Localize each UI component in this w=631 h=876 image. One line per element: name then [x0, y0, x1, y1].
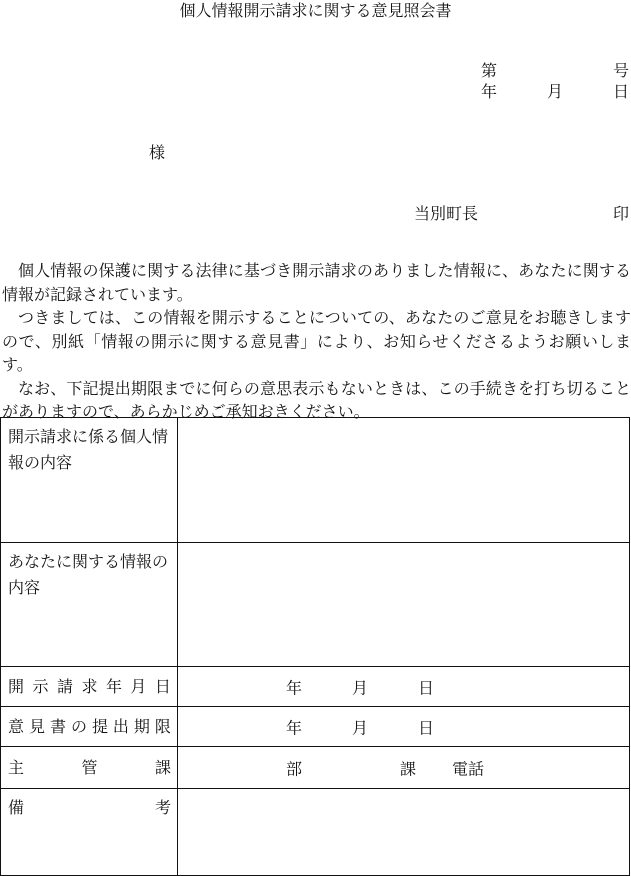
- label-submission-deadline-chars: [8, 714, 171, 740]
- deadline-day: 日: [418, 718, 435, 737]
- row3-label-char-6: 日: [154, 676, 171, 696]
- body-text: [2, 259, 631, 424]
- section-char: 課: [400, 759, 417, 778]
- deadline-year: 年: [286, 718, 303, 737]
- request-date-month: 月: [352, 678, 369, 697]
- row3-label-char-0: 開: [8, 676, 25, 696]
- request-date-day: 日: [418, 678, 435, 697]
- date-year: 年: [481, 82, 498, 101]
- row4-label-char-7: 限: [154, 716, 171, 736]
- row3-label-char-1: 示: [32, 676, 49, 696]
- label-remarks: [1, 789, 178, 876]
- paragraph-1: 個人情報の保護に関する法律に基づき開示請求のありました情報に、あなたに関する情報が記録されています。: [2, 261, 631, 304]
- value-submission-deadline[interactable]: [178, 707, 630, 747]
- row4-label-char-2: 書: [49, 716, 66, 736]
- row5-label-char-2: 課: [154, 757, 171, 777]
- row4-label-char-1: 見: [28, 716, 45, 736]
- label-request-date-chars: [8, 674, 171, 700]
- row4-label-char-3: の: [70, 716, 87, 736]
- row3-label-char-4: 年: [105, 676, 122, 696]
- deadline-month: 月: [352, 718, 369, 737]
- row4-label-char-6: 期: [133, 716, 150, 736]
- row3-label-char-2: 請: [56, 676, 73, 696]
- paragraph-3: なお、下記提出期限までに何らの意思表示もないときは、この手続きを打ち切ることがありますので、あらかじめご承知おきください。: [2, 378, 631, 421]
- document-title: 個人情報開示請求に関する意見照会書: [179, 1, 452, 20]
- sender-name: 当別町長: [414, 204, 479, 223]
- document-number-prefix: 第: [481, 61, 498, 80]
- row3-label-char-3: 求: [81, 676, 98, 696]
- info-table: [0, 417, 630, 876]
- request-date-year: 年: [286, 678, 303, 697]
- row5-label-char-0: 主: [8, 757, 25, 777]
- label-request-date: [1, 667, 178, 707]
- document-number-suffix: 号: [613, 61, 630, 80]
- addressee-suffix: 様: [149, 143, 166, 162]
- row6-label-char-1: 考: [154, 798, 171, 817]
- value-request-date[interactable]: [178, 667, 630, 707]
- label-your-info: あなたに関する情報の内容: [1, 543, 178, 667]
- row4-label-char-0: 意: [8, 716, 25, 736]
- label-responsible-section: [1, 747, 178, 789]
- label-responsible-section-chars: [8, 755, 171, 781]
- date-month: 月: [547, 82, 564, 101]
- row4-label-char-4: 提: [91, 716, 108, 736]
- row5-label-char-1: 管: [81, 757, 98, 777]
- row6-label-char-0: 備: [8, 798, 25, 817]
- label-requested-info: 開示請求に係る個人情報の内容: [1, 418, 178, 543]
- row3-label-char-5: 月: [130, 676, 147, 696]
- value-remarks[interactable]: [178, 789, 630, 876]
- label-remarks-chars: [8, 795, 171, 821]
- date-day: 日: [613, 82, 630, 101]
- paragraph-2: つきましては、この情報を開示することについての、あなたのご意見をお聴きしますので、別紙「情報の開示に関する意見書」により、お知らせくださるようお願いします。: [2, 308, 631, 374]
- department-char: 部: [286, 759, 303, 778]
- value-responsible-section[interactable]: [178, 747, 630, 789]
- seal-mark: 印: [613, 204, 630, 223]
- phone-label: 電話: [452, 759, 485, 778]
- value-your-info[interactable]: [178, 543, 630, 667]
- value-requested-info[interactable]: [178, 418, 630, 543]
- row4-label-char-5: 出: [112, 716, 129, 736]
- label-submission-deadline: [1, 707, 178, 747]
